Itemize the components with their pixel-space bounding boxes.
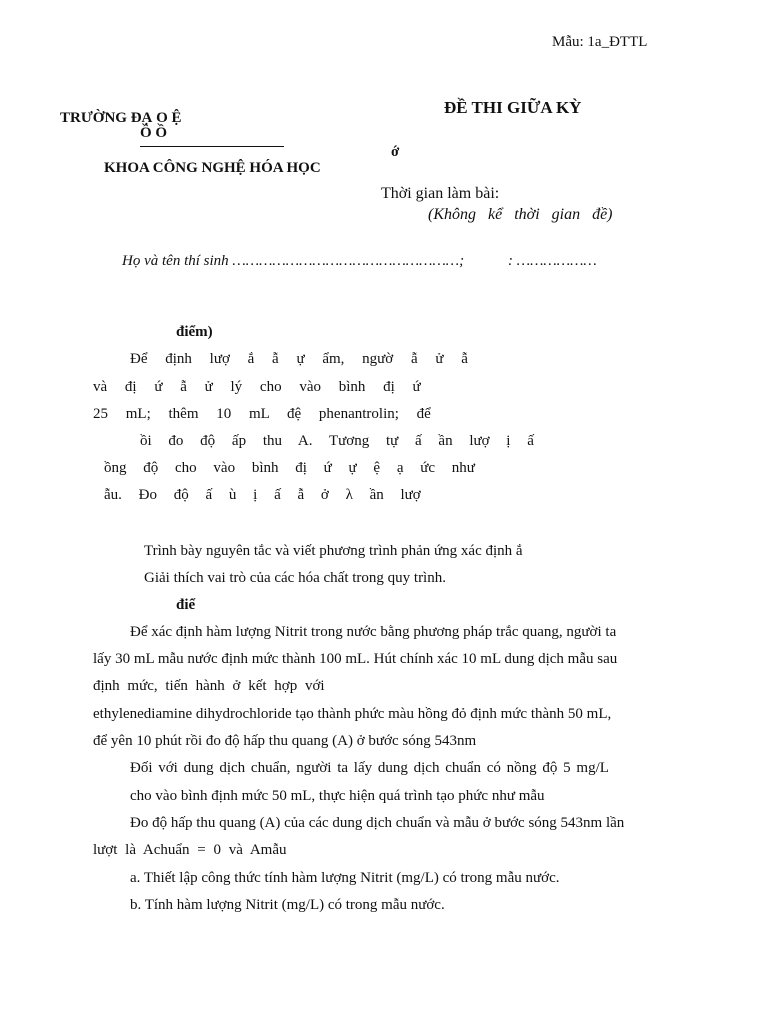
question1-line: và đị ứ ẫ ử lý cho vào bình đị ứ xyxy=(93,379,421,395)
question2-line: Để xác định hàm lượng Nitrit trong nước bằng phương pháp trắc quang, người ta xyxy=(130,624,617,640)
question2-line: Đo độ hấp thu quang (A) của các dung dịch chuẩn và mẫu ở bước sóng 543nm lần xyxy=(130,815,625,831)
question2-item: b. Tính hàm lượng Nitrit (mg/L) có trong mẫu nước. xyxy=(130,897,445,913)
question2-item: a. Thiết lập công thức tính hàm lượng Nitrit (mg/L) có trong mẫu nước. xyxy=(130,870,560,886)
question2-line: cho vào bình định mức 50 mL, thực hiện quá trình tạo phức như mẫu xyxy=(130,788,545,804)
candidate-id-line: : ……………… xyxy=(508,253,597,269)
question2-line: Đối với dung dịch chuẩn, người ta lấy dung dịch chuẩn có nồng độ 5 mg/L xyxy=(130,760,609,776)
exam-subtitle: ớ xyxy=(391,144,400,160)
question1-item: Trình bày nguyên tắc và viết phương trình phản ứng xác định ắ xyxy=(144,543,523,559)
school-underline xyxy=(140,146,284,147)
question2-line: lấy 30 mL mẫu nước định mức thành 100 mL. Hút chính xác 10 mL dung dịch mẫu sau xyxy=(93,651,618,667)
exam-time-note: (Không kể thời gian đề) xyxy=(428,206,613,223)
question1-heading: điểm) xyxy=(176,324,213,340)
question2-line: định mức, tiến hành ở kết hợp với xyxy=(93,678,325,694)
question1-line: ồng độ cho vào bình đị ứ ự ệ ạ ức như xyxy=(104,460,475,476)
faculty-name: KHOA CÔNG NGHỆ HÓA HỌC xyxy=(104,160,321,176)
question1-item: Giải thích vai trò của các hóa chất trong quy trình. xyxy=(144,570,446,586)
form-code: Mẫu: 1a_ĐTTL xyxy=(552,34,648,50)
school-name: TRƯỜNG ĐẠ O Ệ xyxy=(60,110,182,126)
exam-title: ĐỀ THI GIỮA KỲ xyxy=(444,98,582,117)
question2-line: lượt là Achuẩn = 0 và Amẫu xyxy=(93,842,287,858)
question2-heading: điể xyxy=(176,597,196,613)
question1-line: 25 mL; thêm 10 mL đệ phenantrolin; để xyxy=(93,406,431,422)
question1-line: Để định lượ ắ ẫ ự ẩm, ngườ ẫ ử ẫ xyxy=(130,351,468,367)
question1-line: ồi đo độ ấp thu A. Tương tự ấ ần lượ ị ấ xyxy=(140,433,534,449)
exam-time-label: Thời gian làm bài: xyxy=(381,185,500,202)
question1-line: ẫu. Đo độ ấ ù ị ấ ẫ ở λ ần lượ xyxy=(104,487,421,503)
candidate-name-line: Họ và tên thí sinh ……………………………………………; xyxy=(122,253,465,269)
question2-line: ethylenediamine dihydrochloride tạo thành phức màu hồng đỏ định mức thành 50 mL, xyxy=(93,706,612,722)
school-name-line2: Ồ Ồ xyxy=(140,125,168,141)
question2-line: để yên 10 phút rồi đo độ hấp thu quang (A) ở bước sóng 543nm xyxy=(93,733,477,749)
